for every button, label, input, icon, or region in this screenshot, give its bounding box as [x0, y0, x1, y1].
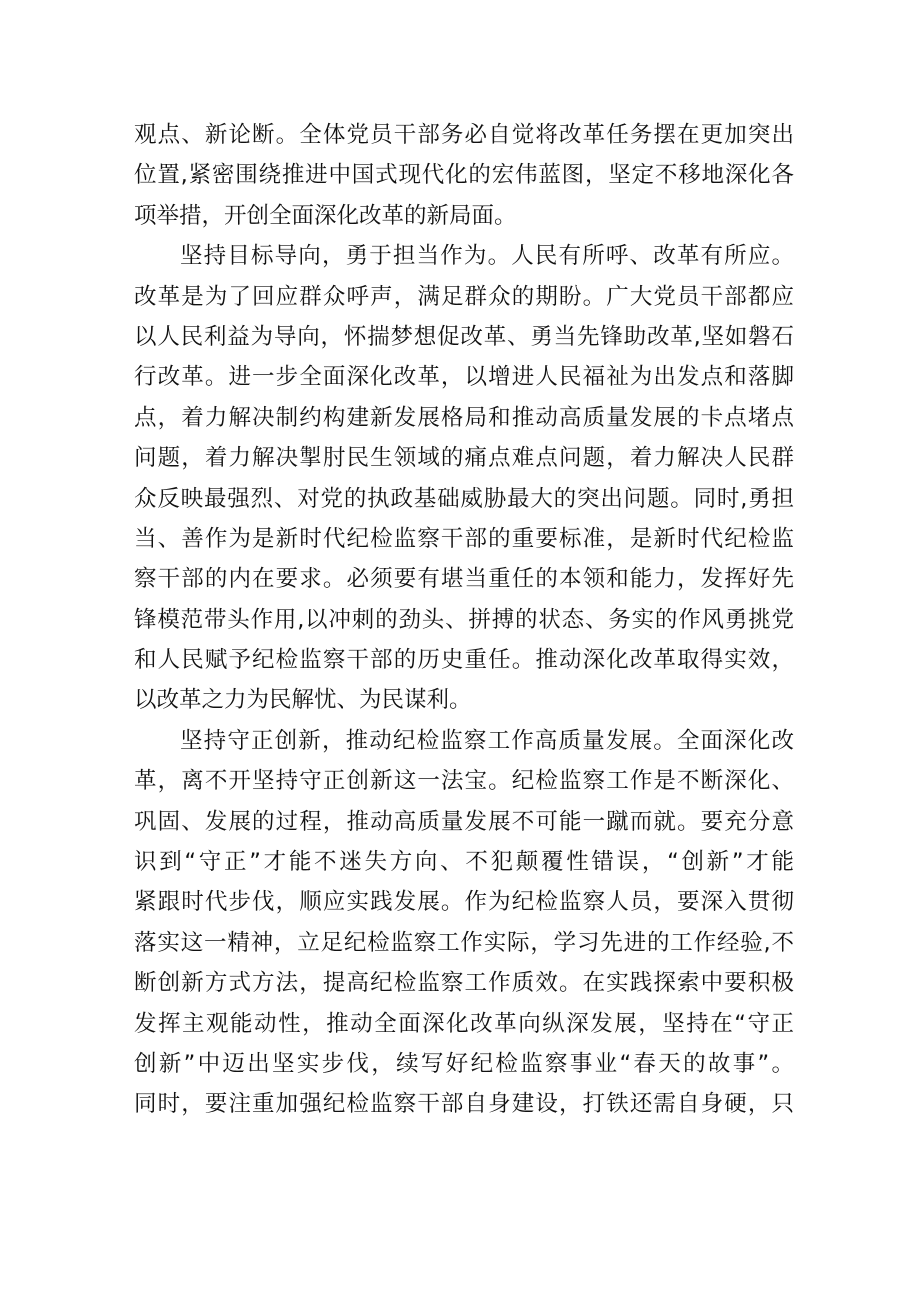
text-line: 识到“守正”才能不迷失方向、不犯颠覆性错误，“创新”才能 — [134, 849, 794, 876]
text-line: 同时，要注重加强纪检监察干部自身建设，打铁还需自身硬，只 — [134, 1091, 794, 1118]
text-line: 落实这一精神，立足纪检监察工作实际，学习先进的工作经验,不 — [134, 929, 794, 956]
text-line: 和人民赋予纪检监察干部的历史重任。推动深化改革取得实效， — [134, 647, 794, 674]
text-line: 点，着力解决制约构建新发展格局和推动高质量发展的卡点堵点 — [134, 404, 794, 431]
text-line: 革，离不开坚持守正创新这一法宝。纪检监察工作是不断深化、 — [134, 768, 794, 795]
text-line: 众反映最强烈、对党的执政基础威胁最大的突出问题。同时,勇担 — [134, 485, 794, 512]
text-line: 发挥主观能动性，推动全面深化改革向纵深发展，坚持在“守正 — [134, 1010, 794, 1037]
text-line: 以人民利益为导向，怀揣梦想促改革、勇当先锋助改革,坚如磐石 — [134, 323, 794, 350]
text-line: 以改革之力为民解忧、为民谋利。 — [134, 687, 472, 714]
text-line: 位置,紧密围绕推进中国式现代化的宏伟蓝图，坚定不移地深化各 — [134, 162, 794, 189]
text-line: 创新”中迈出坚实步伐，续写好纪检监察事业“春天的故事”。 — [134, 1050, 794, 1077]
text-line: 锋模范带头作用,以冲刺的劲头、拼搏的状态、务实的作风勇挑党 — [134, 606, 794, 633]
text-line: 行改革。进一步全面深化改革，以增进人民福祉为出发点和落脚 — [134, 364, 794, 391]
text-line: 巩固、发展的过程，推动高质量发展不可能一蹴而就。要充分意 — [134, 808, 794, 835]
text-line: 断创新方式方法，提高纪检监察工作质效。在实践探索中要积极 — [134, 970, 794, 997]
text-line: 观点、新论断。全体党员干部务必自觉将改革任务摆在更加突出 — [134, 122, 794, 148]
body-text — [134, 115, 794, 1125]
text-line: 项举措，开创全面深化改革的新局面。 — [134, 202, 517, 229]
paragraph-first-line: 坚持目标导向，勇于担当作为。人民有所呼、改革有所应。 — [180, 243, 794, 270]
text-line: 当、善作为是新时代纪检监察干部的重要标准，是新时代纪检监 — [134, 525, 794, 552]
paragraph-first-line: 坚持守正创新，推动纪检监察工作高质量发展。全面深化改 — [180, 727, 794, 754]
text-line: 察干部的内在要求。必须要有堪当重任的本领和能力，发挥好先 — [134, 566, 794, 593]
text-line: 问题，着力解决掣肘民生领域的痛点难点问题，着力解决人民群 — [134, 445, 794, 472]
text-line: 改革是为了回应群众呼声，满足群众的期盼。广大党员干部都应 — [134, 283, 794, 310]
text-line: 紧跟时代步伐，顺应实践发展。作为纪检监察人员，要深入贯彻 — [134, 889, 794, 916]
